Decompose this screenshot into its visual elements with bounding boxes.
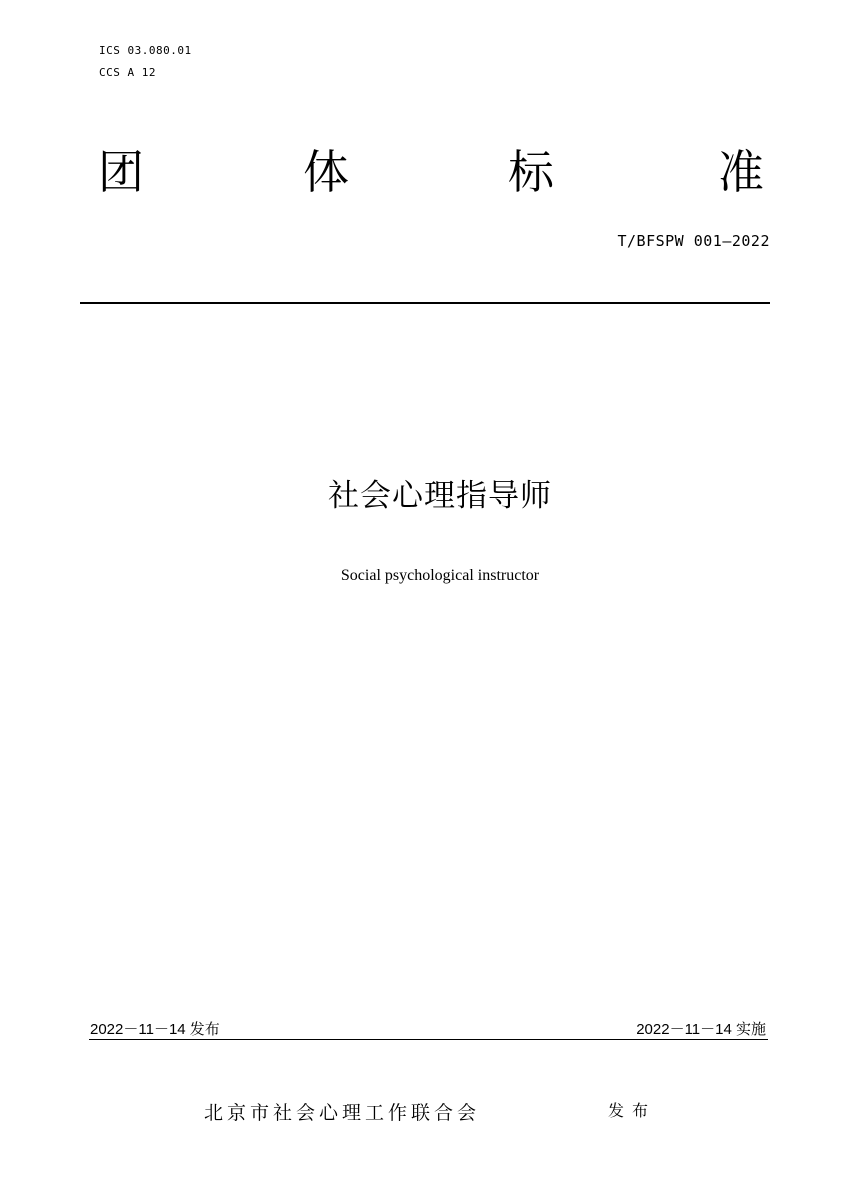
standard-type-char-3: 标 — [508, 145, 554, 199]
implementation-date: 2022－11－14 实施 — [636, 1021, 766, 1038]
standard-type-char-1: 团 — [98, 145, 144, 199]
standard-type-char-4: 准 — [718, 145, 764, 199]
publish-label: 发布 — [608, 1101, 657, 1120]
publisher-name: 北京市社会心理工作联合会 — [204, 1102, 481, 1124]
footer-divider — [89, 1039, 768, 1040]
header-divider — [80, 302, 770, 304]
ics-code: ICS 03.080.01 — [99, 44, 192, 57]
document-title-english: Social psychological instructor — [340, 567, 540, 584]
standard-code: T/BFSPW 001—2022 — [617, 232, 770, 250]
document-title-chinese: 社会心理指导师 — [328, 478, 552, 514]
standard-type-char-2: 体 — [303, 145, 349, 199]
issue-date: 2022－11－14 发布 — [90, 1021, 220, 1038]
ccs-code: CCS A 12 — [99, 66, 156, 79]
